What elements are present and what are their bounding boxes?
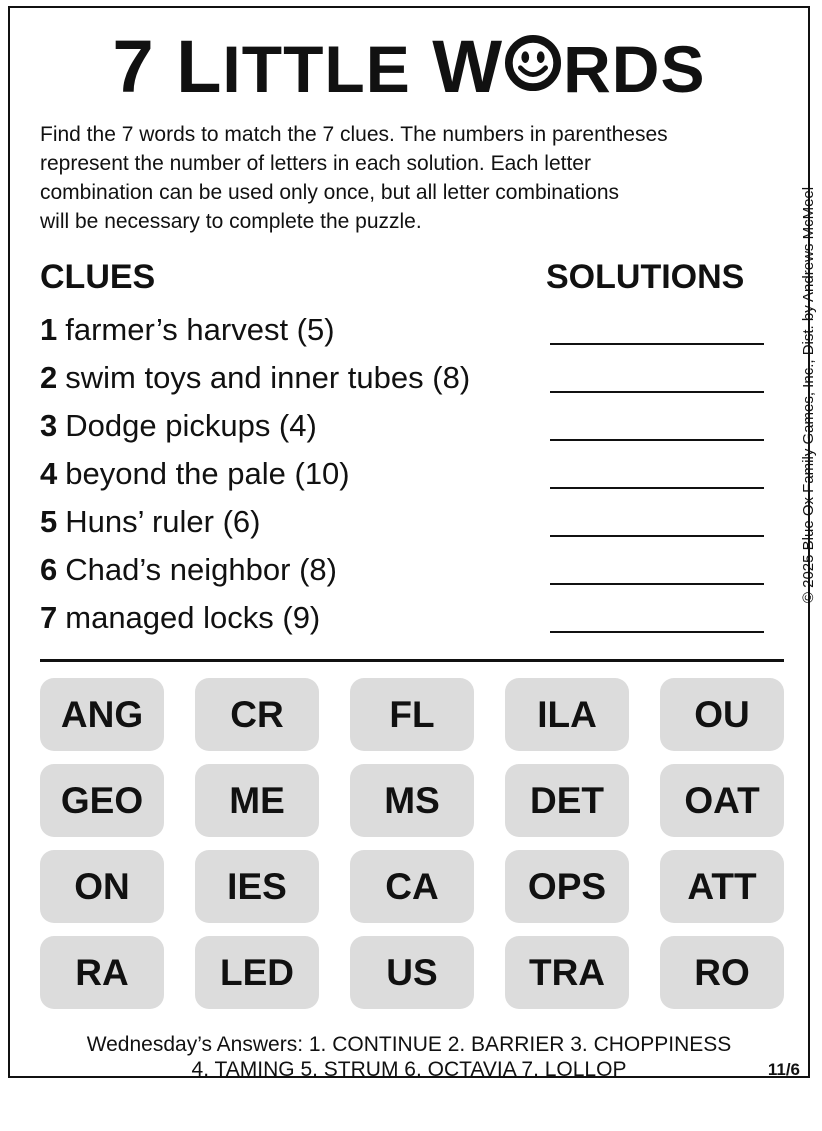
letter-tile[interactable]: RO [660,936,784,1009]
letter-tile[interactable]: RA [40,936,164,1009]
puzzle-date: 11/6 [767,1060,800,1079]
letter-tile[interactable]: ATT [660,850,784,923]
clue-number: 3 [40,408,58,443]
puzzle-title [10,25,808,108]
letter-tile[interactable]: LED [195,936,319,1009]
letter-tile[interactable]: TRA [505,936,629,1009]
solutions-heading: SOLUTIONS [546,258,745,296]
title-part-seven-l: 7 L [112,25,223,108]
clue-row [40,550,770,598]
instructions-line: will be necessary to complete the puzzle. [40,210,422,233]
clue-row [40,454,770,502]
clue-number: 1 [40,312,58,347]
solution-blank[interactable] [550,343,764,345]
letter-tile[interactable]: ANG [40,678,164,751]
clue-number: 7 [40,600,58,635]
letter-tile[interactable]: US [350,936,474,1009]
clue-row [40,502,770,550]
clue-row [40,310,770,358]
solution-blank[interactable] [550,391,764,393]
solution-blank[interactable] [550,583,764,585]
clue-text: managed locks (9) [65,600,321,635]
previous-answers [10,1032,808,1082]
letter-tile[interactable]: OPS [505,850,629,923]
clue-number: 5 [40,504,58,539]
title-part-rds: RDS [563,32,706,106]
solution-blank[interactable] [550,439,764,441]
puzzle-panel [8,6,817,1081]
letter-tile-grid [40,678,785,1009]
letter-tile[interactable]: ILA [505,678,629,751]
instructions [40,120,788,236]
solution-blank[interactable] [550,631,764,633]
letter-tile[interactable]: GEO [40,764,164,837]
letter-tile[interactable]: DET [505,764,629,837]
copyright-credit: © 2025 Blue Ox Family Games, Inc., Dist. by Andrews McMeel [800,186,817,604]
clues-heading: CLUES [40,258,156,296]
smiley-face-icon [504,34,562,92]
clue-row [40,598,770,646]
clue-number: 6 [40,552,58,587]
clue-text: beyond the pale (10) [65,456,350,491]
instructions-line: represent the number of letters in each solution. Each letter [40,152,591,175]
clue-number: 4 [40,456,58,491]
letter-tile[interactable]: FL [350,678,474,751]
instructions-line: combination can be used only once, but all letter combinations [40,181,620,204]
clue-row [40,406,770,454]
clue-list [40,310,770,646]
instructions-line: Find the 7 words to match the 7 clues. The numbers in parentheses [40,123,668,146]
letter-tile[interactable]: ON [40,850,164,923]
clue-text: Huns’ ruler (6) [65,504,261,539]
letter-tile[interactable]: MS [350,764,474,837]
clue-text: swim toys and inner tubes (8) [65,360,471,395]
clue-text: Chad’s neighbor (8) [65,552,337,587]
solution-blank[interactable] [550,535,764,537]
letter-tile[interactable]: CA [350,850,474,923]
letter-tile[interactable]: OAT [660,764,784,837]
letter-tile[interactable]: IES [195,850,319,923]
letter-tile[interactable]: CR [195,678,319,751]
clue-row [40,358,770,406]
letter-tile[interactable]: ME [195,764,319,837]
clue-text: farmer’s harvest (5) [65,312,335,347]
answers-line: 4. TAMING 5. STRUM 6. OCTAVIA 7. LOLLOP [191,1058,627,1081]
clue-text: Dodge pickups (4) [65,408,317,443]
letter-tile[interactable]: OU [660,678,784,751]
solution-blank[interactable] [550,487,764,489]
clue-number: 2 [40,360,58,395]
answers-line: Wednesday’s Answers: 1. CONTINUE 2. BARRIER 3. CHOPPINESS [86,1033,732,1056]
title-part-w: W [410,25,504,108]
title-part-ittle: ITTLE [222,32,411,106]
section-divider [40,659,784,662]
